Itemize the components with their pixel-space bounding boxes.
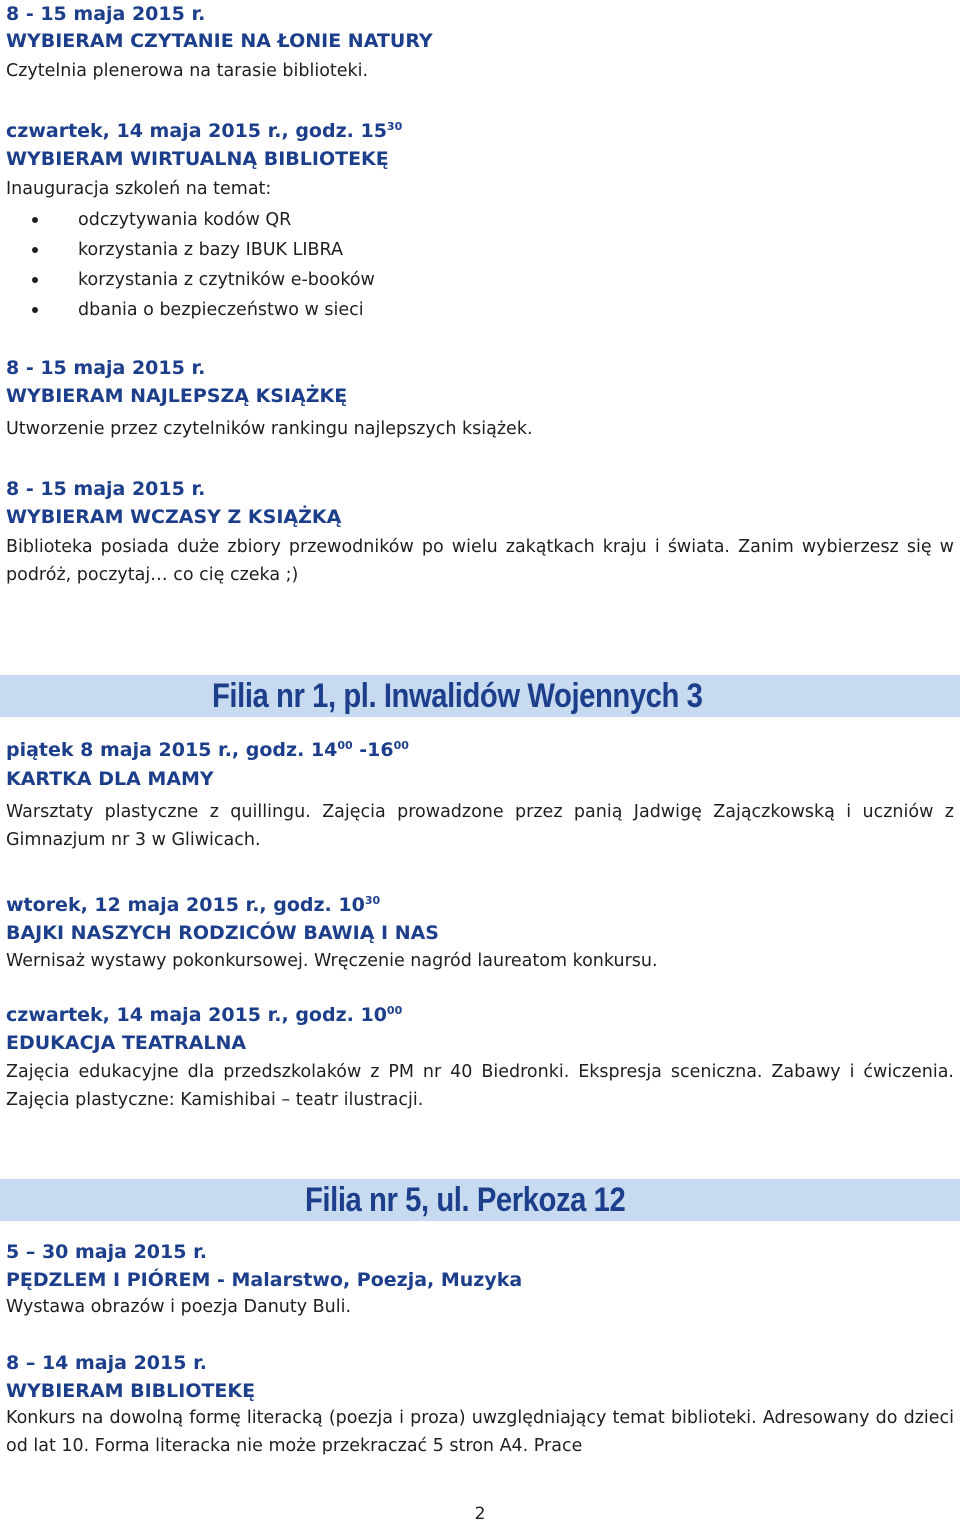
event-time-minutes: 00 <box>337 739 353 752</box>
event-time-minutes: 00 <box>386 1004 403 1017</box>
event-time-minutes: 00 <box>393 739 409 752</box>
event-title: WYBIERAM WCZASY Z KSIĄŻKĄ <box>6 506 342 528</box>
training-topics-list <box>30 205 375 325</box>
event-title: EDUKACJA TEATRALNA <box>6 1032 247 1054</box>
event-title: PĘDZLEM I PIÓREM - Malarstwo, Poezja, Muzyka <box>6 1269 523 1291</box>
branch-banner <box>0 675 960 717</box>
event-date: 8 - 15 maja 2015 r. <box>6 478 206 500</box>
bullet-icon <box>32 277 38 283</box>
event-description: Utworzenie przez czytelników rankingu najlepszych książek. <box>6 419 533 439</box>
event-title: WYBIERAM BIBLIOTEKĘ <box>6 1380 256 1402</box>
bullet-icon <box>32 217 38 223</box>
bullet-icon <box>32 247 38 253</box>
list-item-text: korzystania z czytników e-booków <box>78 270 375 290</box>
event-date: 5 – 30 maja 2015 r. <box>6 1241 207 1263</box>
event-title: BAJKI NASZYCH RODZICÓW BAWIĄ I NAS <box>6 922 439 944</box>
list-item-text: korzystania z bazy IBUK LIBRA <box>78 240 343 260</box>
event-title: WYBIERAM WIRTUALNĄ BIBLIOTEKĘ <box>6 148 389 170</box>
list-item <box>30 295 375 325</box>
event-time-minutes: 30 <box>364 894 381 907</box>
list-item-text: odczytywania kodów QR <box>78 210 292 230</box>
event-time-end: -16 <box>352 739 394 761</box>
event-date: 8 - 15 maja 2015 r. <box>6 3 206 25</box>
event-time-minutes: 30 <box>386 120 403 133</box>
event-date <box>6 1003 402 1027</box>
event-description: Biblioteka posiada duże zbiory przewodników po wielu zakątkach kraju i świata. Zanim wybierzesz się w podróż, poczytaj… co cię czeka ;) <box>6 537 954 585</box>
page-number: 2 <box>474 1504 486 1524</box>
event-date: 8 – 14 maja 2015 r. <box>6 1352 207 1374</box>
event-description: Warsztaty plastyczne z quillingu. Zajęcia prowadzone przez panią Jadwigę Zajączkowską i uczniów z Gimnazjum nr 3 w Gliwicach. <box>6 802 954 850</box>
event-description: Czytelnia plenerowa na tarasie biblioteki. <box>6 61 369 81</box>
event-description: Wernisaż wystawy pokonkursowej. Wręczenie nagród laureatom konkursu. <box>6 951 658 971</box>
event-title: WYBIERAM CZYTANIE NA ŁONIE NATURY <box>6 30 433 52</box>
list-item-text: dbania o bezpieczeństwo w sieci <box>78 300 364 320</box>
event-description: Wystawa obrazów i poezja Danuty Buli. <box>6 1297 352 1317</box>
event-date <box>6 738 409 762</box>
list-item <box>30 205 375 235</box>
bullet-icon <box>32 307 38 313</box>
branch-banner <box>0 1179 960 1221</box>
branch-title: Filia nr 5, ul. Perkoza 12 <box>305 1181 626 1219</box>
event-date-text: wtorek, 12 maja 2015 r., godz. 10 <box>6 894 365 916</box>
event-date: 8 - 15 maja 2015 r. <box>6 357 206 379</box>
branch-title: Filia nr 1, pl. Inwalidów Wojennych 3 <box>212 677 703 715</box>
list-item <box>30 235 375 265</box>
event-date <box>6 893 380 917</box>
list-item <box>30 265 375 295</box>
event-date <box>6 119 402 143</box>
event-description: Inauguracja szkoleń na temat: <box>6 179 272 199</box>
event-date-text: piątek 8 maja 2015 r., godz. 14 <box>6 739 338 761</box>
event-description: Zajęcia edukacyjne dla przedszkolaków z PM nr 40 Biedronki. Ekspresja sceniczna. Zabawy i ćwiczenia. Zajęcia plastyczne: Kamishibai – teatr ilustracji. <box>6 1062 954 1110</box>
event-date-text: czwartek, 14 maja 2015 r., godz. 15 <box>6 120 387 142</box>
event-date-text: czwartek, 14 maja 2015 r., godz. 10 <box>6 1004 387 1026</box>
event-title: KARTKA DLA MAMY <box>6 768 214 790</box>
event-description: Konkurs na dowolną formę literacką (poezja i proza) uwzględniający temat biblioteki. Adresowany do dzieci od lat 10. Forma literacka nie może przekraczać 5 stron A4. Prace <box>6 1408 954 1456</box>
event-title: WYBIERAM NAJLEPSZĄ KSIĄŻKĘ <box>6 385 348 407</box>
